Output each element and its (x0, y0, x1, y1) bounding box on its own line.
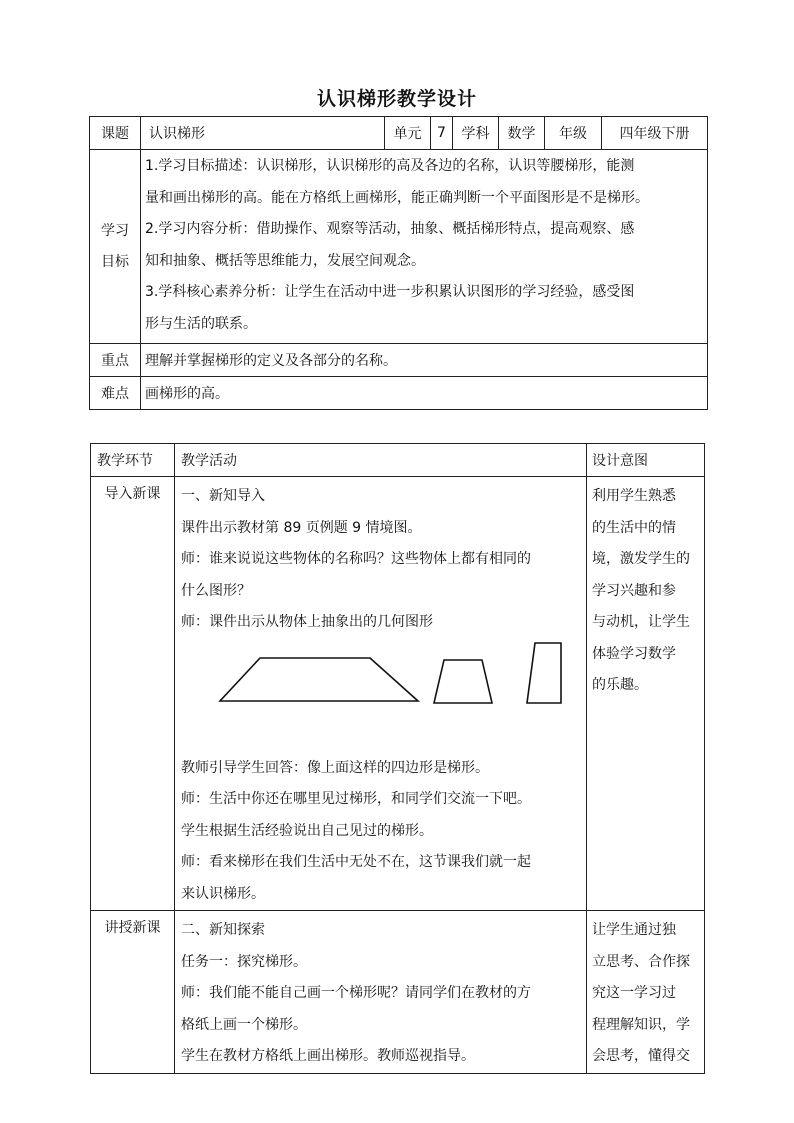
stage-intro: 导入新课 (91, 477, 175, 911)
info-header-row (90, 117, 708, 150)
activity-line: 师：我们能不能自己画一个梯形呢？请同学们在教材的方 (181, 985, 531, 1001)
activity-line: 格纸上画一个梯形。 (181, 1016, 307, 1033)
activity-line: 教师引导学生回答：像上面这样的四边形是梯形。 (181, 759, 489, 776)
activity-line: 课件出示教材第 89 页例题 9 情境图。 (181, 519, 422, 536)
goal-line: 3.学科核心素养分析：让学生在活动中进一步积累认识图形的学习经验，感受图 (145, 284, 635, 300)
goals-label-line-2: 目标 (101, 253, 129, 270)
activity-line: 一、新知导入 (181, 488, 265, 504)
difficulty-value: 画梯形的高。 (141, 377, 708, 410)
activity-line: 来认识梯形。 (181, 885, 265, 902)
activity-line: 师：生活中你还在哪里见过梯形，和同学们交流一下吧。 (181, 791, 531, 807)
intent-line: 程理解知识，学 (592, 1016, 690, 1033)
activity-intro (175, 477, 587, 911)
goal-line: 量和画出梯形的高。能在方格纸上画梯形，能正确判断一个平面图形是不是梯形。 (145, 189, 649, 206)
goal-line: 形与生活的联系。 (145, 315, 257, 332)
info-table (89, 116, 708, 410)
key-label: 重点 (90, 344, 141, 377)
activity-line: 师：谁来说说这些物体的名称吗？这些物体上都有相同的 (181, 551, 531, 567)
topic-value: 认识梯形 (141, 117, 385, 150)
intent-line: 与动机，让学生 (592, 614, 690, 630)
stage-new: 讲授新课 (91, 911, 175, 1074)
key-value: 理解并掌握梯形的定义及各部分的名称。 (141, 344, 708, 377)
activity-line: 学生根据生活经验说出自己见过的梯形。 (181, 822, 433, 839)
activity-header: 教学活动 (175, 444, 587, 477)
goal-line: 知和抽象、概括等思维能力，发展空间观念。 (145, 252, 425, 269)
goals-label (90, 150, 141, 344)
activity-line: 师：看来梯形在我们生活中无处不在，这节课我们就一起 (181, 854, 531, 870)
intent-line: 的生活中的情 (592, 519, 676, 536)
intent-line: 究这一学习过 (592, 985, 676, 1001)
subject-value: 数学 (499, 117, 545, 150)
activity-line: 学生在教材方格纸上画出梯形。教师巡视指导。 (181, 1048, 475, 1064)
intent-new (587, 911, 705, 1074)
goals-row (90, 150, 708, 344)
activity-line: 什么图形？ (181, 582, 251, 599)
intent-line: 体验学习数学 (592, 645, 676, 662)
unit-value: 7 (431, 117, 453, 150)
topic-label: 课题 (90, 117, 141, 150)
intent-line: 境，激发学生的 (592, 551, 690, 567)
activity-line: 二、新知探索 (181, 922, 265, 938)
trapezoid-wide-shape (220, 658, 418, 701)
intent-line: 会思考，懂得交 (592, 1048, 690, 1064)
goal-line: 1.学习目标描述：认识梯形，认识梯形的高及各边的名称，认识等腰梯形，能测 (145, 158, 635, 174)
lesson-table (90, 443, 705, 1074)
key-row (90, 344, 708, 377)
activity-line: 任务一：探究梯形。 (181, 953, 307, 970)
goals-content (141, 150, 708, 344)
unit-label: 单元 (385, 117, 431, 150)
goal-line: 2.学习内容分析：借助操作、观察等活动，抽象、概括梯形特点，提高观察、感 (145, 221, 635, 237)
trapezoid-isosceles-shape (434, 660, 492, 703)
grade-label: 年级 (545, 117, 602, 150)
intent-line: 让学生通过独 (592, 922, 676, 938)
grade-value: 四年级下册 (602, 117, 708, 150)
activity-line: 师：课件出示从物体上抽象出的几何图形 (181, 614, 433, 630)
subject-label: 学科 (453, 117, 499, 150)
difficulty-row (90, 377, 708, 410)
intent-header: 设计意图 (587, 444, 705, 477)
difficulty-label: 难点 (90, 377, 141, 410)
intent-intro (587, 477, 705, 911)
trapezoid-right-shape (527, 643, 561, 703)
lesson-row-intro (91, 477, 705, 911)
intent-line: 学习兴趣和参 (592, 582, 676, 599)
intent-line: 的乐趣。 (592, 677, 648, 693)
intent-line: 立思考、合作探 (592, 953, 690, 970)
lesson-header-row (91, 444, 705, 477)
activity-new (175, 911, 587, 1074)
stage-header: 教学环节 (91, 444, 175, 477)
trapezoid-figures (181, 639, 581, 753)
goals-label-line-1: 学习 (101, 222, 129, 239)
intent-line: 利用学生熟悉 (592, 488, 676, 504)
lesson-row-new (91, 911, 705, 1074)
page-title: 认识梯形教学设计 (316, 88, 477, 110)
